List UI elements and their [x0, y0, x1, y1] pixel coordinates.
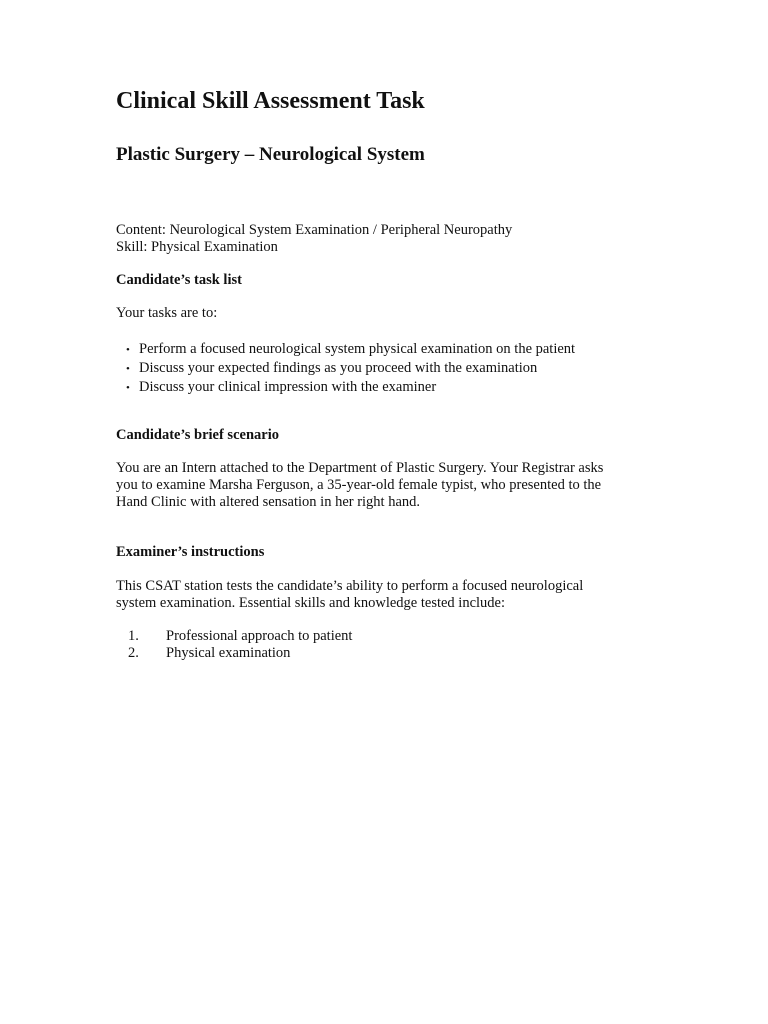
scenario-line: Hand Clinic with altered sensation in her right hand. — [116, 494, 421, 510]
examiner-line: This CSAT station tests the candidate’s ability to perform a focused neurological — [116, 578, 584, 594]
scenario-line: you to examine Marsha Ferguson, a 35-year-old female typist, who presented to the — [116, 477, 602, 493]
task-bullet-list — [126, 340, 575, 397]
examiner-numbered-list — [128, 628, 352, 662]
list-item-text: Physical examination — [166, 645, 291, 661]
page-title: Clinical Skill Assessment Task — [116, 88, 425, 114]
list-item-text: Discuss your clinical impression with the examiner — [139, 379, 437, 395]
list-item — [126, 359, 575, 378]
bullet-icon: • — [126, 344, 130, 356]
skill-line: Skill: Physical Examination — [116, 239, 278, 255]
examiner-heading: Examiner’s instructions — [116, 544, 265, 560]
list-item-text: Professional approach to patient — [166, 628, 353, 644]
page-subtitle: Plastic Surgery – Neurological System — [116, 144, 425, 165]
scenario-heading: Candidate’s brief scenario — [116, 427, 279, 443]
list-number: 2. — [128, 645, 139, 661]
list-item — [128, 628, 352, 645]
list-number: 1. — [128, 628, 139, 644]
task-list-intro: Your tasks are to: — [116, 305, 218, 321]
examiner-line: system examination. Essential skills and knowledge tested include: — [116, 595, 506, 611]
bullet-icon: • — [126, 363, 130, 375]
list-item — [126, 378, 575, 397]
bullet-icon: • — [126, 382, 130, 394]
content-line: Content: Neurological System Examination / Peripheral Neuropathy — [116, 222, 513, 238]
list-item-text: Perform a focused neurological system physical examination on the patient — [139, 341, 576, 357]
list-item — [128, 645, 352, 662]
list-item — [126, 340, 575, 359]
list-item-text: Discuss your expected findings as you proceed with the examination — [139, 360, 538, 376]
scenario-line: You are an Intern attached to the Department of Plastic Surgery. Your Registrar asks — [116, 460, 604, 476]
task-list-heading: Candidate’s task list — [116, 272, 242, 288]
